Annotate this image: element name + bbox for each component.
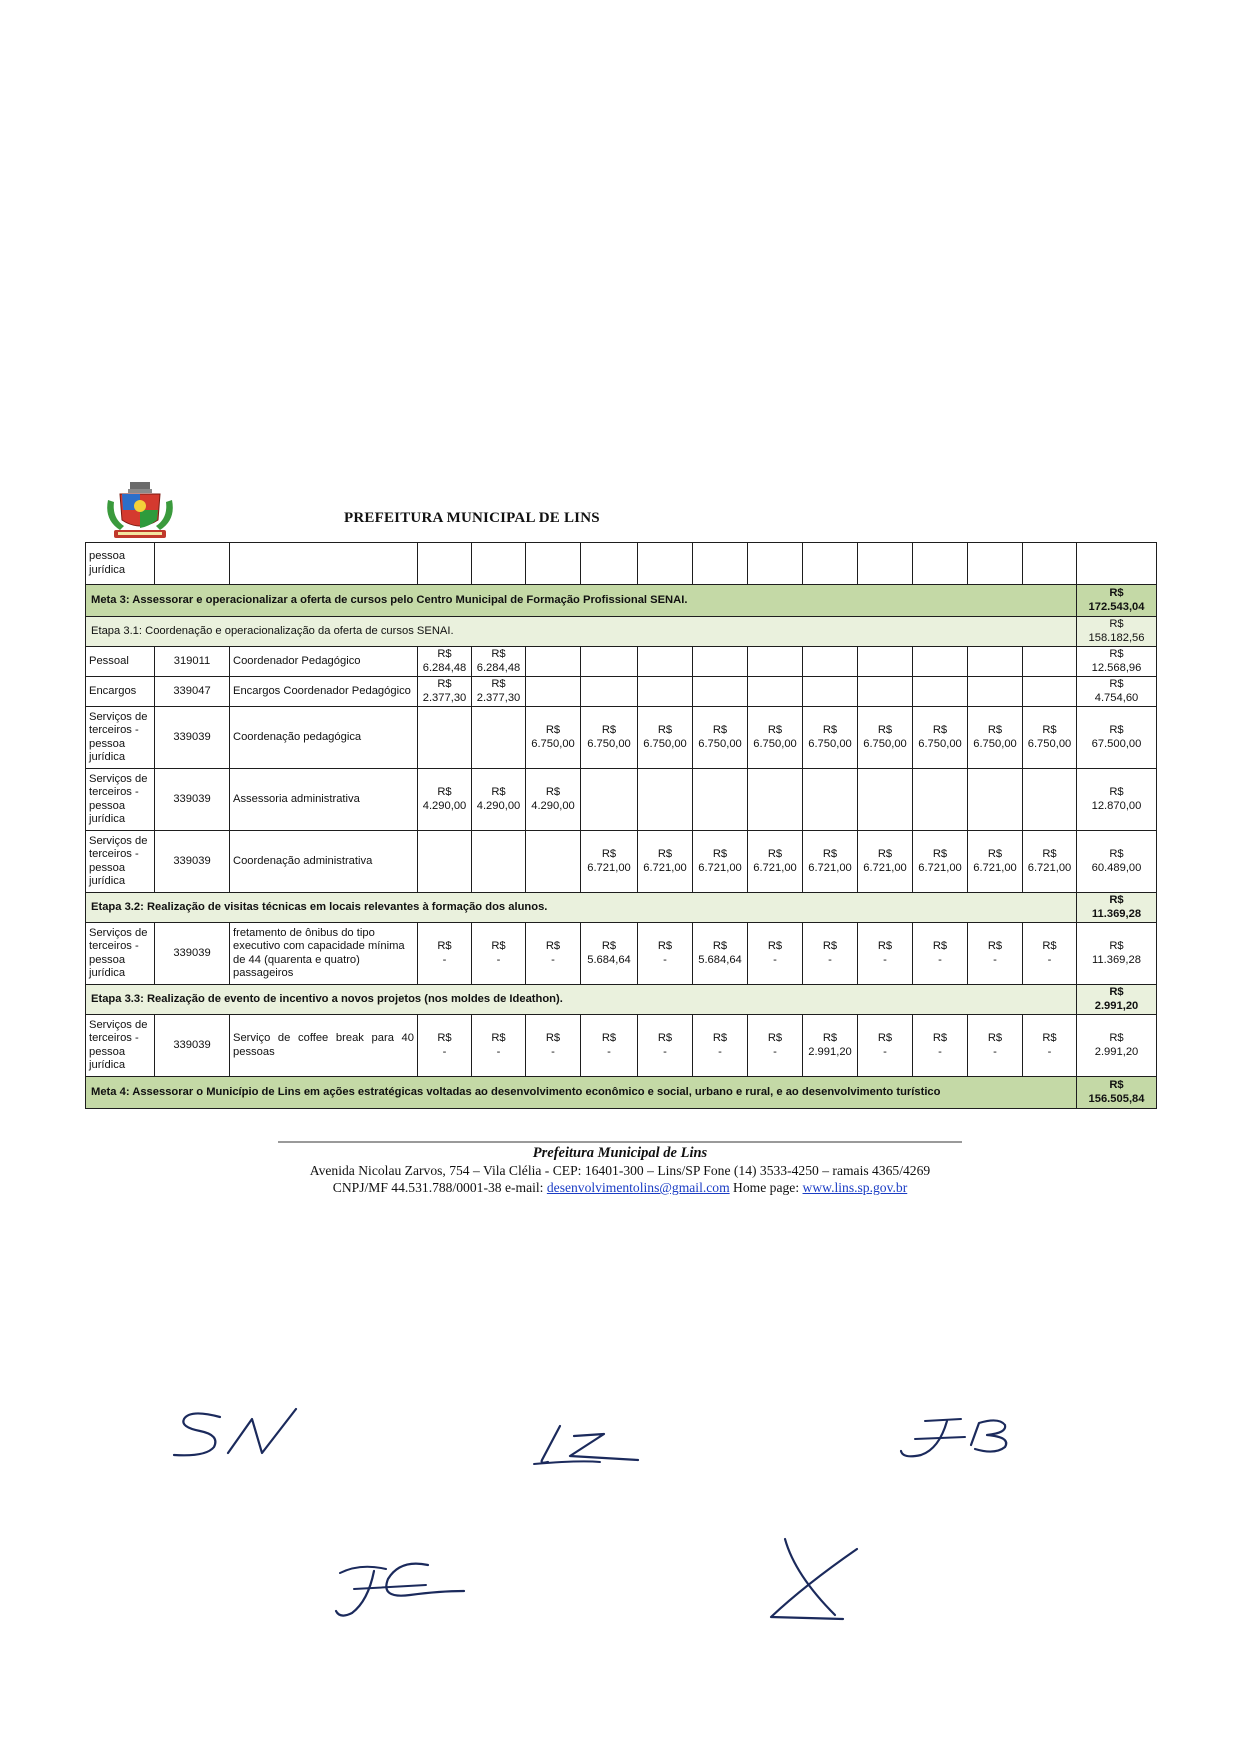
month-value-cell: R$ 2.991,20 (803, 1015, 858, 1077)
month-value-cell: R$ - (418, 1015, 472, 1077)
month-value-cell: R$ 4.290,00 (526, 769, 581, 831)
empty-cell (581, 543, 638, 585)
month-value-cell (968, 647, 1023, 677)
month-value-cell: R$ 6.721,00 (581, 831, 638, 893)
expense-type-cell: Encargos (86, 677, 155, 707)
empty-cell (1023, 543, 1077, 585)
row-total-cell: R$ 11.369,28 (1077, 923, 1157, 985)
empty-cell (638, 543, 693, 585)
month-value-cell: R$ - (472, 923, 526, 985)
month-value-cell (693, 677, 748, 707)
month-value-cell (748, 769, 803, 831)
empty-cell (1077, 543, 1157, 585)
month-value-cell: R$ - (418, 923, 472, 985)
month-value-cell: R$ 6.721,00 (1023, 831, 1077, 893)
expense-code-cell: 339039 (155, 923, 230, 985)
expense-type-cell: Serviços de terceiros - pessoa jurídica (86, 1015, 155, 1077)
month-value-cell (748, 677, 803, 707)
month-value-cell: R$ - (803, 923, 858, 985)
table-row (86, 769, 1157, 831)
month-value-cell: R$ - (858, 923, 913, 985)
table-row (86, 677, 1157, 707)
month-value-cell: R$ 2.377,30 (472, 677, 526, 707)
meta-total: R$ 156.505,84 (1077, 1077, 1157, 1109)
month-value-cell: R$ - (1023, 1015, 1077, 1077)
month-value-cell (693, 769, 748, 831)
footer-divider (278, 1141, 962, 1143)
month-value-cell: R$ 6.750,00 (968, 707, 1023, 769)
month-value-cell: R$ - (748, 923, 803, 985)
row-total-cell: R$ 2.991,20 (1077, 1015, 1157, 1077)
empty-cell (693, 543, 748, 585)
expense-type-cell: pessoa jurídica (86, 543, 155, 585)
month-value-cell: R$ 6.750,00 (1023, 707, 1077, 769)
budget-table (85, 542, 1157, 1109)
month-value-cell (526, 677, 581, 707)
table-row (86, 707, 1157, 769)
expense-code-cell: 339039 (155, 707, 230, 769)
month-value-cell: R$ 6.750,00 (913, 707, 968, 769)
month-value-cell: R$ - (581, 1015, 638, 1077)
row-total-cell: R$ 60.489,00 (1077, 831, 1157, 893)
month-value-cell: R$ - (693, 1015, 748, 1077)
month-value-cell (581, 647, 638, 677)
expense-type-cell: Serviços de terceiros - pessoa jurídica (86, 769, 155, 831)
month-value-cell: R$ - (858, 1015, 913, 1077)
etapa-label: Etapa 3.3: Realização de evento de incentivo a novos projetos (nos moldes de Ideathon). (86, 985, 1077, 1015)
month-value-cell: R$ - (968, 923, 1023, 985)
row-total-cell: R$ 67.500,00 (1077, 707, 1157, 769)
table-row (86, 1015, 1157, 1077)
month-value-cell: R$ 6.750,00 (803, 707, 858, 769)
month-value-cell (472, 831, 526, 893)
month-value-cell: R$ - (472, 1015, 526, 1077)
expense-type-cell: Serviços de terceiros - pessoa jurídica (86, 707, 155, 769)
meta-label: Meta 4: Assessorar o Município de Lins em ações estratégicas voltadas ao desenvolvimento econômico e social, urbano e rural, e ao desenvolvimento turístico (86, 1077, 1077, 1109)
month-value-cell: R$ 6.721,00 (748, 831, 803, 893)
table-row (86, 893, 1157, 923)
footer-contact (200, 1179, 1040, 1196)
table-row (86, 585, 1157, 617)
description-cell: Assessoria administrativa (230, 769, 418, 831)
empty-cell (526, 543, 581, 585)
expense-code-cell: 339039 (155, 831, 230, 893)
month-value-cell (803, 647, 858, 677)
footer-address: Avenida Nicolau Zarvos, 754 – Vila Clélia - CEP: 16401-300 – Lins/SP Fone (14) 3533-4250 – ramais 4365/4269 (309, 1163, 931, 1178)
empty-cell (155, 543, 230, 585)
etapa-total: R$ 11.369,28 (1077, 893, 1157, 923)
footer-homepage-label: Home page: (729, 1180, 803, 1195)
month-value-cell (913, 677, 968, 707)
meta-total: R$ 172.543,04 (1077, 585, 1157, 617)
description-cell: Coordenação administrativa (230, 831, 418, 893)
month-value-cell: R$ 6.750,00 (748, 707, 803, 769)
month-value-cell (526, 831, 581, 893)
page-title: PREFEITURA MUNICIPAL DE LINS (344, 510, 600, 526)
table-row (86, 985, 1157, 1015)
month-value-cell (472, 707, 526, 769)
table-row (86, 543, 1157, 585)
month-value-cell (968, 677, 1023, 707)
month-value-cell: R$ 5.684,64 (581, 923, 638, 985)
month-value-cell (1023, 647, 1077, 677)
description-cell: Coordenador Pedagógico (230, 647, 418, 677)
month-value-cell (803, 677, 858, 707)
month-value-cell (858, 769, 913, 831)
row-total-cell: R$ 12.870,00 (1077, 769, 1157, 831)
description-cell: Serviço de coffee break para 40 pessoas (230, 1015, 418, 1077)
month-value-cell (638, 769, 693, 831)
description-cell: Coordenação pedagógica (230, 707, 418, 769)
month-value-cell (638, 677, 693, 707)
month-value-cell: R$ 6.721,00 (693, 831, 748, 893)
row-total-cell: R$ 12.568,96 (1077, 647, 1157, 677)
month-value-cell (748, 647, 803, 677)
empty-cell (858, 543, 913, 585)
budget-table-container (85, 542, 1156, 1109)
month-value-cell (858, 677, 913, 707)
month-value-cell (858, 647, 913, 677)
signature-jb (895, 1415, 1030, 1465)
month-value-cell: R$ - (526, 1015, 581, 1077)
row-total-cell: R$ 4.754,60 (1077, 677, 1157, 707)
month-value-cell (1023, 677, 1077, 707)
empty-cell (913, 543, 968, 585)
month-value-cell (638, 647, 693, 677)
month-value-cell (693, 647, 748, 677)
email-link[interactable]: desenvolvimentolins@gmail.com (546, 1180, 730, 1195)
month-value-cell: R$ 6.721,00 (638, 831, 693, 893)
month-value-cell (913, 647, 968, 677)
table-row (86, 831, 1157, 893)
expense-code-cell: 339047 (155, 677, 230, 707)
month-value-cell (418, 707, 472, 769)
document-header (86, 480, 1166, 542)
footer-organization: Prefeitura Municipal de Lins (532, 1145, 708, 1161)
month-value-cell: R$ 6.750,00 (526, 707, 581, 769)
expense-type-cell: Serviços de terceiros - pessoa jurídica (86, 831, 155, 893)
month-value-cell (803, 769, 858, 831)
meta-label: Meta 3: Assessorar e operacionalizar a oferta de cursos pelo Centro Municipal de Formação Profissional SENAI. (86, 585, 1077, 617)
month-value-cell: R$ 6.721,00 (968, 831, 1023, 893)
empty-cell (418, 543, 472, 585)
month-value-cell: R$ - (913, 1015, 968, 1077)
table-row (86, 1077, 1157, 1109)
month-value-cell: R$ - (638, 923, 693, 985)
signature-jc (330, 1555, 470, 1625)
month-value-cell: R$ 5.684,64 (693, 923, 748, 985)
month-value-cell: R$ 6.721,00 (858, 831, 913, 893)
empty-cell (230, 543, 418, 585)
empty-cell (968, 543, 1023, 585)
signature-x (765, 1535, 860, 1625)
expense-code-cell: 339039 (155, 769, 230, 831)
table-row (86, 923, 1157, 985)
month-value-cell: R$ 6.721,00 (803, 831, 858, 893)
expense-type-cell: Pessoal (86, 647, 155, 677)
municipal-crest-icon (102, 480, 178, 542)
month-value-cell (581, 769, 638, 831)
month-value-cell (418, 831, 472, 893)
etapa-label: Etapa 3.1: Coordenação e operacionalização da oferta de cursos SENAI. (86, 617, 1077, 647)
table-row (86, 617, 1157, 647)
etapa-total: R$ 2.991,20 (1077, 985, 1157, 1015)
expense-code-cell: 339039 (155, 1015, 230, 1077)
month-value-cell: R$ 6.750,00 (581, 707, 638, 769)
month-value-cell: R$ 6.721,00 (913, 831, 968, 893)
month-value-cell: R$ - (748, 1015, 803, 1077)
month-value-cell: R$ - (913, 923, 968, 985)
month-value-cell: R$ - (638, 1015, 693, 1077)
month-value-cell: R$ 6.750,00 (638, 707, 693, 769)
document-footer (200, 1145, 1040, 1196)
signature-lz (530, 1420, 645, 1470)
expense-code-cell: 319011 (155, 647, 230, 677)
month-value-cell: R$ - (526, 923, 581, 985)
month-value-cell (1023, 769, 1077, 831)
month-value-cell: R$ 6.750,00 (858, 707, 913, 769)
etapa-label: Etapa 3.2: Realização de visitas técnicas em locais relevantes à formação dos alunos. (86, 893, 1077, 923)
month-value-cell: R$ 6.284,48 (472, 647, 526, 677)
month-value-cell: R$ 4.290,00 (472, 769, 526, 831)
signature-sn (170, 1405, 305, 1465)
month-value-cell (913, 769, 968, 831)
month-value-cell: R$ - (1023, 923, 1077, 985)
month-value-cell: R$ 6.750,00 (693, 707, 748, 769)
month-value-cell: R$ 2.377,30 (418, 677, 472, 707)
month-value-cell (526, 647, 581, 677)
month-value-cell: R$ - (968, 1015, 1023, 1077)
month-value-cell (968, 769, 1023, 831)
empty-cell (748, 543, 803, 585)
empty-cell (472, 543, 526, 585)
description-cell: Encargos Coordenador Pedagógico (230, 677, 418, 707)
month-value-cell: R$ 6.284,48 (418, 647, 472, 677)
homepage-link[interactable]: www.lins.sp.gov.br (802, 1180, 908, 1195)
etapa-total: R$ 158.182,56 (1077, 617, 1157, 647)
footer-cnpj: CNPJ/MF 44.531.788/0001-38 e-mail: (332, 1180, 547, 1195)
empty-cell (803, 543, 858, 585)
description-cell: fretamento de ônibus do tipo executivo com capacidade mínima de 44 (quarenta e quatro) passageiros (230, 923, 418, 985)
expense-type-cell: Serviços de terceiros - pessoa jurídica (86, 923, 155, 985)
table-row (86, 647, 1157, 677)
month-value-cell (581, 677, 638, 707)
month-value-cell: R$ 4.290,00 (418, 769, 472, 831)
